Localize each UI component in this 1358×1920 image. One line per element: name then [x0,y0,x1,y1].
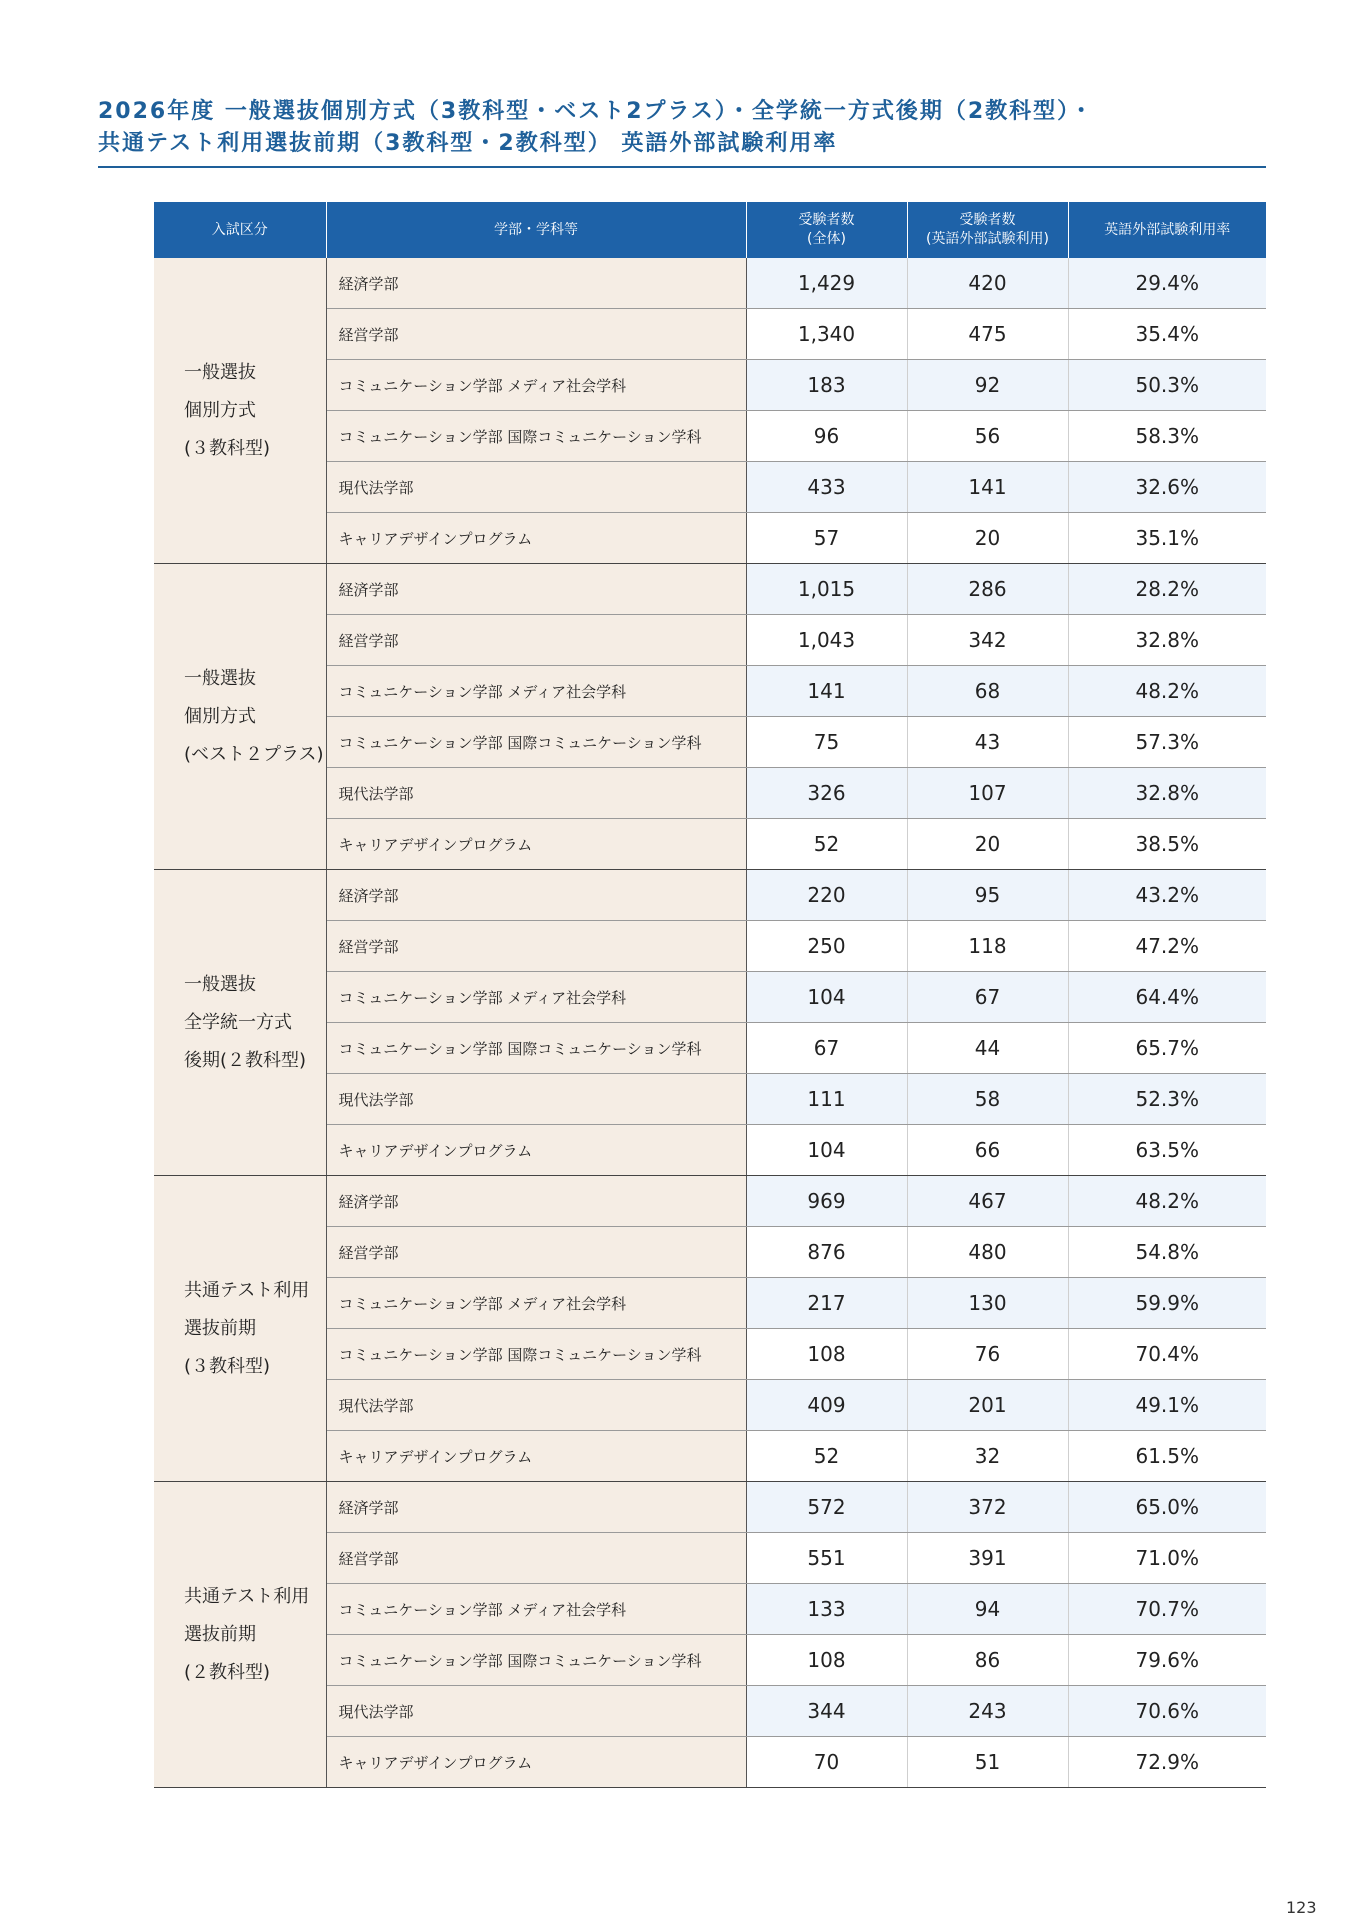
rate-cell: 32.6% [1068,462,1266,513]
category-cell: 一般選抜 全学統一方式 後期(２教科型) [154,870,326,1176]
applicants-english-cell: 243 [907,1686,1068,1737]
rate-cell: 79.6% [1068,1635,1266,1686]
department-cell: 経営学部 [326,615,746,666]
applicants-english-cell: 475 [907,309,1068,360]
department-cell: 経済学部 [326,870,746,921]
applicants-english-cell: 420 [907,258,1068,309]
applicants-all-cell: 433 [746,462,907,513]
department-cell: コミュニケーション学部 メディア社会学科 [326,360,746,411]
rate-cell: 72.9% [1068,1737,1266,1788]
rate-cell: 35.1% [1068,513,1266,564]
applicants-all-cell: 108 [746,1329,907,1380]
rate-cell: 28.2% [1068,564,1266,615]
department-cell: コミュニケーション学部 国際コミュニケーション学科 [326,1023,746,1074]
rate-cell: 48.2% [1068,666,1266,717]
applicants-all-cell: 409 [746,1380,907,1431]
applicants-english-cell: 76 [907,1329,1068,1380]
department-cell: コミュニケーション学部 メディア社会学科 [326,1584,746,1635]
applicants-english-cell: 43 [907,717,1068,768]
rate-cell: 50.3% [1068,360,1266,411]
department-cell: コミュニケーション学部 メディア社会学科 [326,666,746,717]
table-body [154,258,1266,1788]
applicants-all-cell: 96 [746,411,907,462]
category-cell: 共通テスト利用 選抜前期 (３教科型) [154,1176,326,1482]
applicants-english-cell: 467 [907,1176,1068,1227]
rate-cell: 32.8% [1068,768,1266,819]
applicants-english-cell: 141 [907,462,1068,513]
applicants-all-cell: 108 [746,1635,907,1686]
applicants-english-cell: 342 [907,615,1068,666]
department-cell: キャリアデザインプログラム [326,1125,746,1176]
department-cell: 経営学部 [326,309,746,360]
rate-cell: 35.4% [1068,309,1266,360]
rate-cell: 47.2% [1068,921,1266,972]
applicants-all-cell: 220 [746,870,907,921]
department-cell: 経営学部 [326,921,746,972]
english-test-usage-table [154,202,1266,1788]
rate-cell: 65.7% [1068,1023,1266,1074]
applicants-english-cell: 20 [907,513,1068,564]
applicants-english-cell: 56 [907,411,1068,462]
applicants-english-cell: 68 [907,666,1068,717]
department-cell: コミュニケーション学部 メディア社会学科 [326,972,746,1023]
department-cell: コミュニケーション学部 国際コミュニケーション学科 [326,411,746,462]
applicants-all-cell: 572 [746,1482,907,1533]
rate-cell: 32.8% [1068,615,1266,666]
applicants-english-cell: 201 [907,1380,1068,1431]
rate-cell: 48.2% [1068,1176,1266,1227]
table-row [154,258,1266,309]
applicants-english-cell: 286 [907,564,1068,615]
applicants-english-cell: 130 [907,1278,1068,1329]
rate-cell: 63.5% [1068,1125,1266,1176]
applicants-english-cell: 32 [907,1431,1068,1482]
title-underline [98,166,1266,168]
category-cell: 共通テスト利用 選抜前期 (２教科型) [154,1482,326,1788]
department-cell: 経済学部 [326,564,746,615]
applicants-english-cell: 372 [907,1482,1068,1533]
applicants-all-cell: 551 [746,1533,907,1584]
department-cell: コミュニケーション学部 メディア社会学科 [326,1278,746,1329]
table-row [154,870,1266,921]
table-row [154,564,1266,615]
page-number: 123 [1286,1898,1317,1917]
header-department: 学部・学科等 [326,202,746,258]
applicants-all-cell: 52 [746,1431,907,1482]
rate-cell: 64.4% [1068,972,1266,1023]
applicants-all-cell: 1,043 [746,615,907,666]
department-cell: 経済学部 [326,258,746,309]
department-cell: 現代法学部 [326,1686,746,1737]
applicants-all-cell: 876 [746,1227,907,1278]
category-cell: 一般選抜 個別方式 (３教科型) [154,258,326,564]
applicants-all-cell: 75 [746,717,907,768]
applicants-all-cell: 70 [746,1737,907,1788]
applicants-english-cell: 58 [907,1074,1068,1125]
department-cell: コミュニケーション学部 国際コミュニケーション学科 [326,1329,746,1380]
rate-cell: 61.5% [1068,1431,1266,1482]
applicants-all-cell: 250 [746,921,907,972]
department-cell: 現代法学部 [326,462,746,513]
applicants-all-cell: 104 [746,972,907,1023]
applicants-all-cell: 1,015 [746,564,907,615]
applicants-all-cell: 104 [746,1125,907,1176]
department-cell: 現代法学部 [326,768,746,819]
department-cell: 現代法学部 [326,1074,746,1125]
applicants-all-cell: 326 [746,768,907,819]
rate-cell: 52.3% [1068,1074,1266,1125]
rate-cell: 49.1% [1068,1380,1266,1431]
applicants-english-cell: 107 [907,768,1068,819]
department-cell: キャリアデザインプログラム [326,513,746,564]
rate-cell: 29.4% [1068,258,1266,309]
department-cell: 経営学部 [326,1533,746,1584]
title-line-1: 2026年度 一般選抜個別方式（3教科型・ベスト2プラス）・全学統一方式後期（2教科型）・ [98,99,1095,124]
applicants-all-cell: 52 [746,819,907,870]
header-applicants-all: 受験者数 (全体) [746,202,907,258]
department-cell: 経済学部 [326,1482,746,1533]
applicants-english-cell: 95 [907,870,1068,921]
applicants-all-cell: 217 [746,1278,907,1329]
applicants-english-cell: 20 [907,819,1068,870]
rate-cell: 70.4% [1068,1329,1266,1380]
rate-cell: 71.0% [1068,1533,1266,1584]
applicants-english-cell: 66 [907,1125,1068,1176]
rate-cell: 57.3% [1068,717,1266,768]
applicants-english-cell: 391 [907,1533,1068,1584]
department-cell: 経済学部 [326,1176,746,1227]
applicants-english-cell: 86 [907,1635,1068,1686]
rate-cell: 65.0% [1068,1482,1266,1533]
applicants-all-cell: 183 [746,360,907,411]
rate-cell: 59.9% [1068,1278,1266,1329]
applicants-english-cell: 92 [907,360,1068,411]
table-row [154,1482,1266,1533]
page-title [98,96,1266,160]
applicants-all-cell: 111 [746,1074,907,1125]
rate-cell: 58.3% [1068,411,1266,462]
applicants-all-cell: 67 [746,1023,907,1074]
applicants-english-cell: 94 [907,1584,1068,1635]
rate-cell: 70.6% [1068,1686,1266,1737]
table-row [154,1176,1266,1227]
header-applicants-english: 受験者数 (英語外部試験利用) [907,202,1068,258]
applicants-all-cell: 1,429 [746,258,907,309]
table-header-row [154,202,1266,258]
rate-cell: 70.7% [1068,1584,1266,1635]
department-cell: キャリアデザインプログラム [326,1431,746,1482]
applicants-all-cell: 1,340 [746,309,907,360]
applicants-all-cell: 133 [746,1584,907,1635]
applicants-english-cell: 118 [907,921,1068,972]
department-cell: 現代法学部 [326,1380,746,1431]
applicants-all-cell: 344 [746,1686,907,1737]
applicants-english-cell: 480 [907,1227,1068,1278]
rate-cell: 54.8% [1068,1227,1266,1278]
department-cell: コミュニケーション学部 国際コミュニケーション学科 [326,717,746,768]
applicants-all-cell: 141 [746,666,907,717]
category-cell: 一般選抜 個別方式 (ベスト２プラス) [154,564,326,870]
header-rate: 英語外部試験利用率 [1068,202,1266,258]
applicants-english-cell: 51 [907,1737,1068,1788]
applicants-all-cell: 969 [746,1176,907,1227]
rate-cell: 38.5% [1068,819,1266,870]
department-cell: キャリアデザインプログラム [326,1737,746,1788]
header-category: 入試区分 [154,202,326,258]
applicants-english-cell: 44 [907,1023,1068,1074]
department-cell: キャリアデザインプログラム [326,819,746,870]
department-cell: コミュニケーション学部 国際コミュニケーション学科 [326,1635,746,1686]
rate-cell: 43.2% [1068,870,1266,921]
department-cell: 経営学部 [326,1227,746,1278]
applicants-all-cell: 57 [746,513,907,564]
title-line-2: 共通テスト利用選抜前期（3教科型・2教科型） 英語外部試験利用率 [98,131,838,156]
applicants-english-cell: 67 [907,972,1068,1023]
